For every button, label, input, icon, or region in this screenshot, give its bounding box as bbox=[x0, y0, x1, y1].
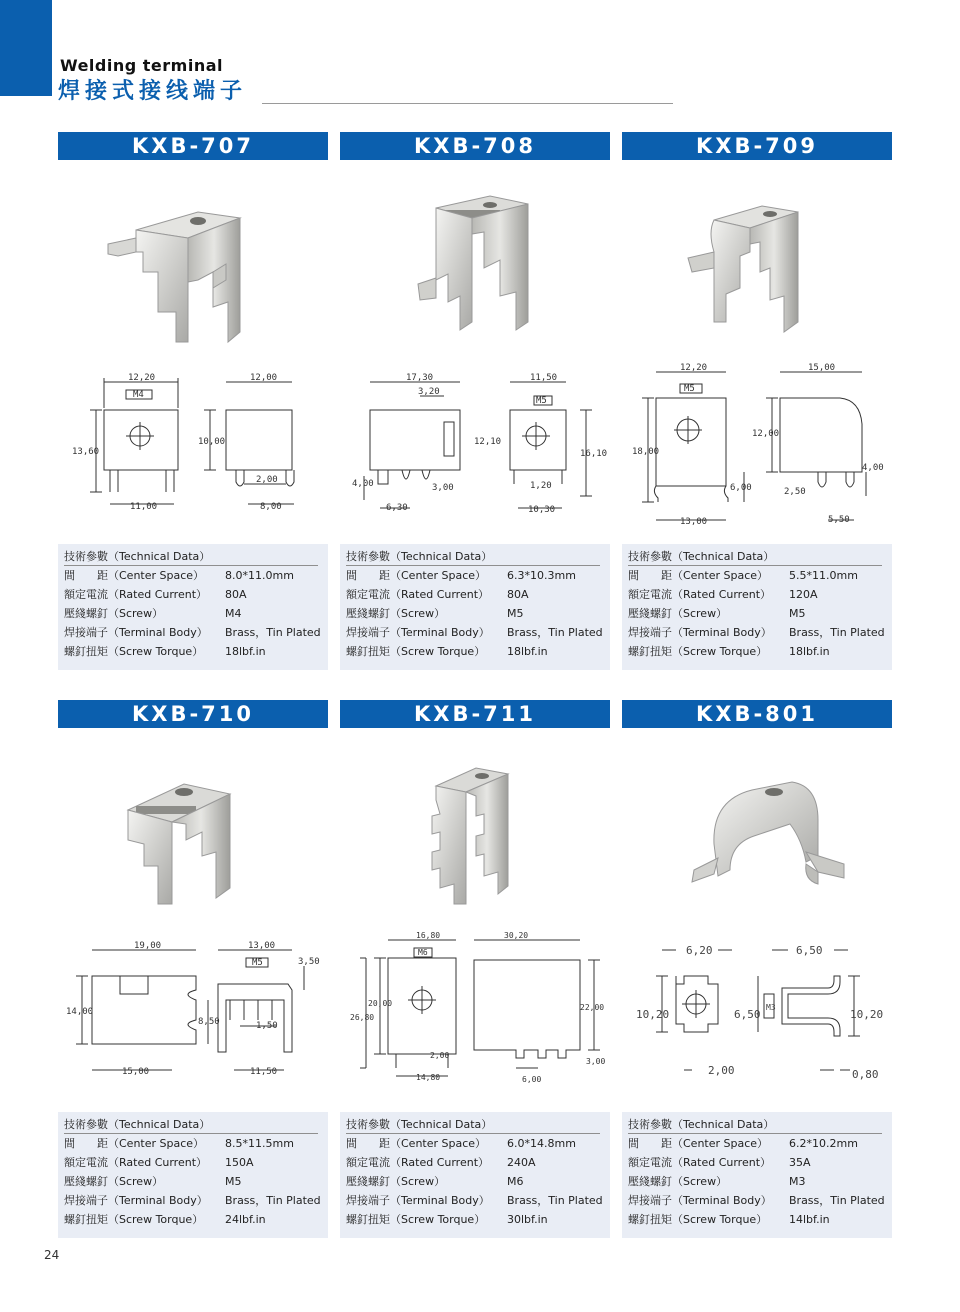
spec-row bbox=[628, 1172, 886, 1191]
technical-data-table bbox=[622, 544, 892, 670]
spec-label: 間 距（Center Space） bbox=[346, 1137, 487, 1150]
spec-row bbox=[346, 1153, 604, 1172]
spec-row bbox=[628, 1153, 886, 1172]
spec-row bbox=[346, 1172, 604, 1191]
product-title: KXB-709 bbox=[622, 132, 892, 160]
dim-label: 18,00 bbox=[632, 447, 660, 457]
dimension-drawing bbox=[622, 920, 892, 1100]
spec-value: 80A bbox=[507, 588, 529, 601]
spec-label: 螺釘扭矩（Screw Torque） bbox=[628, 1213, 768, 1226]
spec-label: 焊接端子（Terminal Body） bbox=[64, 626, 208, 639]
dim-label: 11,50 bbox=[530, 373, 558, 383]
dim-label: 11,50 bbox=[250, 1067, 278, 1077]
spec-row bbox=[64, 566, 322, 585]
technical-data-heading: 技術參數（Technical Data） bbox=[628, 1116, 882, 1134]
spec-label: 額定電流（Rated Current） bbox=[64, 588, 208, 601]
dim-label: 2,00 bbox=[256, 475, 278, 485]
spec-value: M5 bbox=[507, 607, 524, 620]
dim-label: 10,20 bbox=[850, 1008, 884, 1021]
spec-label: 焊接端子（Terminal Body） bbox=[346, 626, 490, 639]
spec-label: 額定電流（Rated Current） bbox=[346, 588, 490, 601]
spec-value: 80A bbox=[225, 588, 247, 601]
dimension-drawing bbox=[340, 920, 610, 1100]
product-card-kxb-707 bbox=[58, 132, 328, 672]
dimension-drawing bbox=[340, 352, 610, 532]
spec-value: 240A bbox=[507, 1156, 536, 1169]
spec-label: 壓綫螺釘（Screw） bbox=[64, 1175, 164, 1188]
spec-label: 額定電流（Rated Current） bbox=[628, 1156, 772, 1169]
spec-row bbox=[64, 585, 322, 604]
spec-row bbox=[628, 1210, 886, 1229]
spec-row bbox=[628, 1191, 886, 1210]
spec-row bbox=[346, 623, 604, 642]
spec-row bbox=[346, 604, 604, 623]
dim-label: 26,80 bbox=[350, 1013, 375, 1022]
product-photo bbox=[58, 172, 328, 352]
spec-label: 壓綫螺釘（Screw） bbox=[64, 607, 164, 620]
spec-label: 壓綫螺釘（Screw） bbox=[346, 607, 446, 620]
spec-label: 螺釘扭矩（Screw Torque） bbox=[346, 1213, 486, 1226]
dim-label: 15,00 bbox=[122, 1067, 150, 1077]
spec-label: 間 距（Center Space） bbox=[628, 1137, 769, 1150]
technical-data-heading: 技術參數（Technical Data） bbox=[64, 548, 318, 566]
dim-label: 4,00 bbox=[862, 463, 884, 473]
spec-value: 24lbf.in bbox=[225, 1213, 266, 1226]
dim-label: 6,20 bbox=[686, 944, 713, 957]
spec-label: 焊接端子（Terminal Body） bbox=[628, 1194, 772, 1207]
dim-label: 2,50 bbox=[784, 487, 806, 497]
spec-value: 5.5*11.0mm bbox=[789, 569, 858, 582]
dim-label: 15,00 bbox=[808, 363, 836, 373]
spec-label: 焊接端子（Terminal Body） bbox=[628, 626, 772, 639]
technical-data-table bbox=[340, 1112, 610, 1238]
spec-row bbox=[346, 642, 604, 661]
technical-data-heading: 技術參數（Technical Data） bbox=[628, 548, 882, 566]
spec-row bbox=[64, 642, 322, 661]
spec-value: M5 bbox=[789, 607, 806, 620]
dim-label: 20,00 bbox=[368, 999, 393, 1008]
dim-label: 17,30 bbox=[406, 373, 434, 383]
spec-value: M4 bbox=[225, 607, 242, 620]
dim-label: M5 bbox=[684, 384, 695, 394]
spec-value: M6 bbox=[507, 1175, 524, 1188]
spec-label: 壓綫螺釘（Screw） bbox=[628, 607, 728, 620]
spec-label: 額定電流（Rated Current） bbox=[628, 588, 772, 601]
dimension-drawing bbox=[58, 920, 328, 1100]
dim-label: 13,60 bbox=[72, 447, 100, 457]
spec-value: 150A bbox=[225, 1156, 254, 1169]
dim-label: 6,00 bbox=[522, 1075, 542, 1084]
spec-label: 間 距（Center Space） bbox=[346, 569, 487, 582]
dim-label: 2,00 bbox=[430, 1051, 450, 1060]
spec-value: 6.3*10.3mm bbox=[507, 569, 576, 582]
spec-value: 6.0*14.8mm bbox=[507, 1137, 576, 1150]
product-card-kxb-711 bbox=[340, 700, 610, 1240]
product-title: KXB-710 bbox=[58, 700, 328, 728]
product-card-kxb-708 bbox=[340, 132, 610, 672]
spec-value: Brass，Tin Plated bbox=[789, 1194, 885, 1207]
spec-label: 焊接端子（Terminal Body） bbox=[346, 1194, 490, 1207]
dim-label: 3,50 bbox=[298, 957, 320, 967]
technical-data-table bbox=[340, 544, 610, 670]
spec-label: 壓綫螺釘（Screw） bbox=[628, 1175, 728, 1188]
dim-label: 16,10 bbox=[580, 449, 608, 459]
product-photo bbox=[622, 172, 892, 352]
dim-label: M3 bbox=[766, 1003, 776, 1012]
spec-value: 18lbf.in bbox=[507, 645, 548, 658]
dim-label: 3,20 bbox=[418, 387, 440, 397]
product-card-kxb-709 bbox=[622, 132, 892, 672]
product-photo bbox=[58, 740, 328, 920]
dim-label: 6,50 bbox=[796, 944, 823, 957]
dim-label: 22,00 bbox=[580, 1003, 605, 1012]
dim-label: 10,00 bbox=[198, 437, 226, 447]
dim-label: 14,80 bbox=[416, 1073, 441, 1082]
dim-label: M5 bbox=[536, 396, 547, 406]
dim-label: 8,50 bbox=[198, 1017, 220, 1027]
spec-value: M5 bbox=[225, 1175, 242, 1188]
dim-label: M6 bbox=[418, 948, 428, 957]
product-card-kxb-801 bbox=[622, 700, 892, 1240]
spec-label: 螺釘扭矩（Screw Torque） bbox=[346, 645, 486, 658]
dim-label: 5,50 bbox=[828, 515, 850, 525]
technical-data-heading: 技術參數（Technical Data） bbox=[346, 548, 600, 566]
spec-row bbox=[64, 1210, 322, 1229]
spec-value: Brass，Tin Plated bbox=[225, 626, 321, 639]
technical-data-table bbox=[622, 1112, 892, 1238]
spec-row bbox=[628, 585, 886, 604]
dim-label: 6,50 bbox=[734, 1008, 761, 1021]
dim-label: 4,00 bbox=[352, 479, 374, 489]
spec-label: 間 距（Center Space） bbox=[628, 569, 769, 582]
spec-label: 焊接端子（Terminal Body） bbox=[64, 1194, 208, 1207]
dim-label: 12,20 bbox=[128, 373, 156, 383]
page-title-en: Welding terminal bbox=[60, 56, 223, 75]
dim-label: 0,80 bbox=[852, 1068, 879, 1081]
spec-label: 額定電流（Rated Current） bbox=[346, 1156, 490, 1169]
technical-data-table bbox=[58, 1112, 328, 1238]
dim-label: M5 bbox=[252, 958, 263, 968]
spec-row bbox=[64, 1134, 322, 1153]
dim-label: 2,00 bbox=[708, 1064, 735, 1077]
header-divider bbox=[262, 103, 673, 104]
spec-label: 間 距（Center Space） bbox=[64, 1137, 205, 1150]
spec-value: 18lbf.in bbox=[789, 645, 830, 658]
product-photo bbox=[622, 740, 892, 920]
spec-label: 間 距（Center Space） bbox=[64, 569, 205, 582]
product-title: KXB-708 bbox=[340, 132, 610, 160]
dim-label: 13,00 bbox=[680, 517, 708, 527]
spec-row bbox=[346, 1134, 604, 1153]
spec-value: 6.2*10.2mm bbox=[789, 1137, 858, 1150]
spec-value: M3 bbox=[789, 1175, 806, 1188]
spec-row bbox=[628, 623, 886, 642]
spec-label: 螺釘扭矩（Screw Torque） bbox=[64, 1213, 204, 1226]
dim-label: 16,80 bbox=[416, 931, 441, 940]
dim-label: 12,10 bbox=[474, 437, 502, 447]
product-photo bbox=[340, 172, 610, 352]
dim-label: 10,30 bbox=[528, 505, 556, 515]
dim-label: 19,00 bbox=[134, 941, 162, 951]
technical-data-heading: 技術參數（Technical Data） bbox=[64, 1116, 318, 1134]
spec-label: 螺釘扭矩（Screw Torque） bbox=[628, 645, 768, 658]
spec-row bbox=[628, 1134, 886, 1153]
spec-row bbox=[64, 1153, 322, 1172]
product-title: KXB-711 bbox=[340, 700, 610, 728]
dimension-drawing bbox=[58, 352, 328, 532]
spec-row bbox=[64, 623, 322, 642]
spec-value: 8.0*11.0mm bbox=[225, 569, 294, 582]
spec-row bbox=[346, 1210, 604, 1229]
dim-label: 12,00 bbox=[752, 429, 780, 439]
spec-row bbox=[64, 604, 322, 623]
spec-label: 壓綫螺釘（Screw） bbox=[346, 1175, 446, 1188]
spec-value: 8.5*11.5mm bbox=[225, 1137, 294, 1150]
technical-data-table bbox=[58, 544, 328, 670]
dimension-drawing bbox=[622, 352, 892, 532]
spec-value: 120A bbox=[789, 588, 818, 601]
dim-label: 3,00 bbox=[432, 483, 454, 493]
dim-label: 10,20 bbox=[636, 1008, 670, 1021]
spec-value: 14lbf.in bbox=[789, 1213, 830, 1226]
spec-value: Brass，Tin Plated bbox=[507, 1194, 603, 1207]
product-photo bbox=[340, 740, 610, 920]
dim-label: 30,20 bbox=[504, 931, 529, 940]
spec-row bbox=[64, 1172, 322, 1191]
product-title: KXB-707 bbox=[58, 132, 328, 160]
dim-label: 1,20 bbox=[530, 481, 552, 491]
spec-row bbox=[628, 566, 886, 585]
spec-row bbox=[628, 604, 886, 623]
spec-row bbox=[346, 585, 604, 604]
spec-row bbox=[628, 642, 886, 661]
spec-value: 18lbf.in bbox=[225, 645, 266, 658]
product-title: KXB-801 bbox=[622, 700, 892, 728]
dim-label: 6,30 bbox=[386, 503, 408, 513]
dim-label: 1,50 bbox=[256, 1021, 278, 1031]
spec-value: Brass，Tin Plated bbox=[507, 626, 603, 639]
spec-label: 螺釘扭矩（Screw Torque） bbox=[64, 645, 204, 658]
page-title-cn: 焊接式接线端子 bbox=[58, 79, 248, 104]
spec-row bbox=[64, 1191, 322, 1210]
dim-label: 12,20 bbox=[680, 363, 708, 373]
dim-label: 8,00 bbox=[260, 502, 282, 512]
spec-value: Brass，Tin Plated bbox=[789, 626, 885, 639]
dim-label: 12,00 bbox=[250, 373, 278, 383]
dim-label: M4 bbox=[133, 390, 144, 400]
dim-label: 13,00 bbox=[248, 941, 276, 951]
dim-label: 6,00 bbox=[730, 483, 752, 493]
spec-label: 額定電流（Rated Current） bbox=[64, 1156, 208, 1169]
product-card-kxb-710 bbox=[58, 700, 328, 1240]
spec-value: 30lbf.in bbox=[507, 1213, 548, 1226]
spec-value: Brass，Tin Plated bbox=[225, 1194, 321, 1207]
dim-label: 14,00 bbox=[66, 1007, 94, 1017]
spec-value: 35A bbox=[789, 1156, 811, 1169]
technical-data-heading: 技術參數（Technical Data） bbox=[346, 1116, 600, 1134]
spec-row bbox=[346, 566, 604, 585]
page-number: 24 bbox=[44, 1248, 60, 1262]
corner-accent-bar bbox=[0, 0, 52, 96]
dim-label: 11,00 bbox=[130, 502, 158, 512]
dim-label: 3,00 bbox=[586, 1057, 606, 1066]
spec-row bbox=[346, 1191, 604, 1210]
